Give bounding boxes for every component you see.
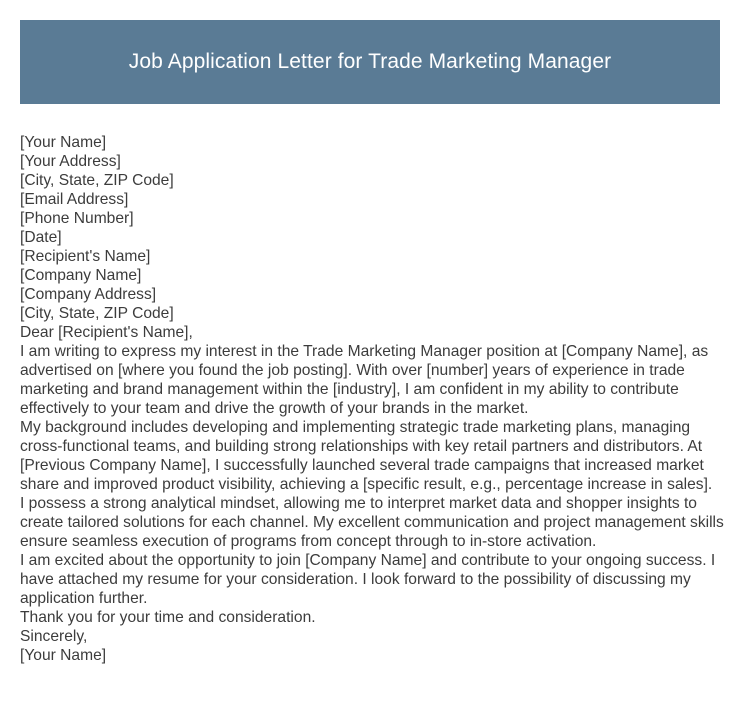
sign-off: Sincerely, [20,628,88,645]
sender-address: [Your Address] [20,153,121,170]
recipient-company: [Company Name] [20,267,142,284]
paragraph-background: My background includes developing and implementing strategic trade marketing plans, managing cross-functional teams, and building strong relationships with key retail partners and distributors. At [Previous Company Name], I successfully launched several trade campaigns that increased market share and improved product visibility, achieving a [specific result, e.g., percentage increase in sales]. [20,419,713,493]
sender-city-state-zip: [City, State, ZIP Code] [20,172,174,189]
recipient-city-state-zip: [City, State, ZIP Code] [20,305,174,322]
recipient-company-address: [Company Address] [20,286,157,303]
title-banner [20,20,720,104]
paragraph-skills: I possess a strong analytical mindset, allowing me to interpret market data and shopper insights to create tailored solutions for each channel. My excellent communication and project management skills ensure seamless execution of programs from concept through to in-store activation. [20,495,724,550]
thanks-line: Thank you for your time and consideration. [20,609,316,626]
sender-name: [Your Name] [20,134,107,151]
sender-email: [Email Address] [20,191,129,208]
paragraph-intro: I am writing to express my interest in the Trade Marketing Manager position at [Company Name], as advertised on [where you found the job posting]. With over [number] years of experience in trade marketing and brand management within the [industry], I am confident in my ability to contribute effectively to your team and drive the growth of your brands in the market. [20,343,709,417]
letter-date: [Date] [20,229,62,246]
letter-body [20,133,726,665]
paragraph-closing: I am excited about the opportunity to join [Company Name] and contribute to your ongoing success. I have attached my resume for your consideration. I look forward to the possibility of discussing my application further. [20,552,716,607]
recipient-name: [Recipient's Name] [20,248,151,265]
page-title: Job Application Letter for Trade Marketing Manager [128,50,612,73]
sender-phone: [Phone Number] [20,210,134,227]
signature-name: [Your Name] [20,647,107,664]
salutation: Dear [Recipient's Name], [20,324,193,341]
